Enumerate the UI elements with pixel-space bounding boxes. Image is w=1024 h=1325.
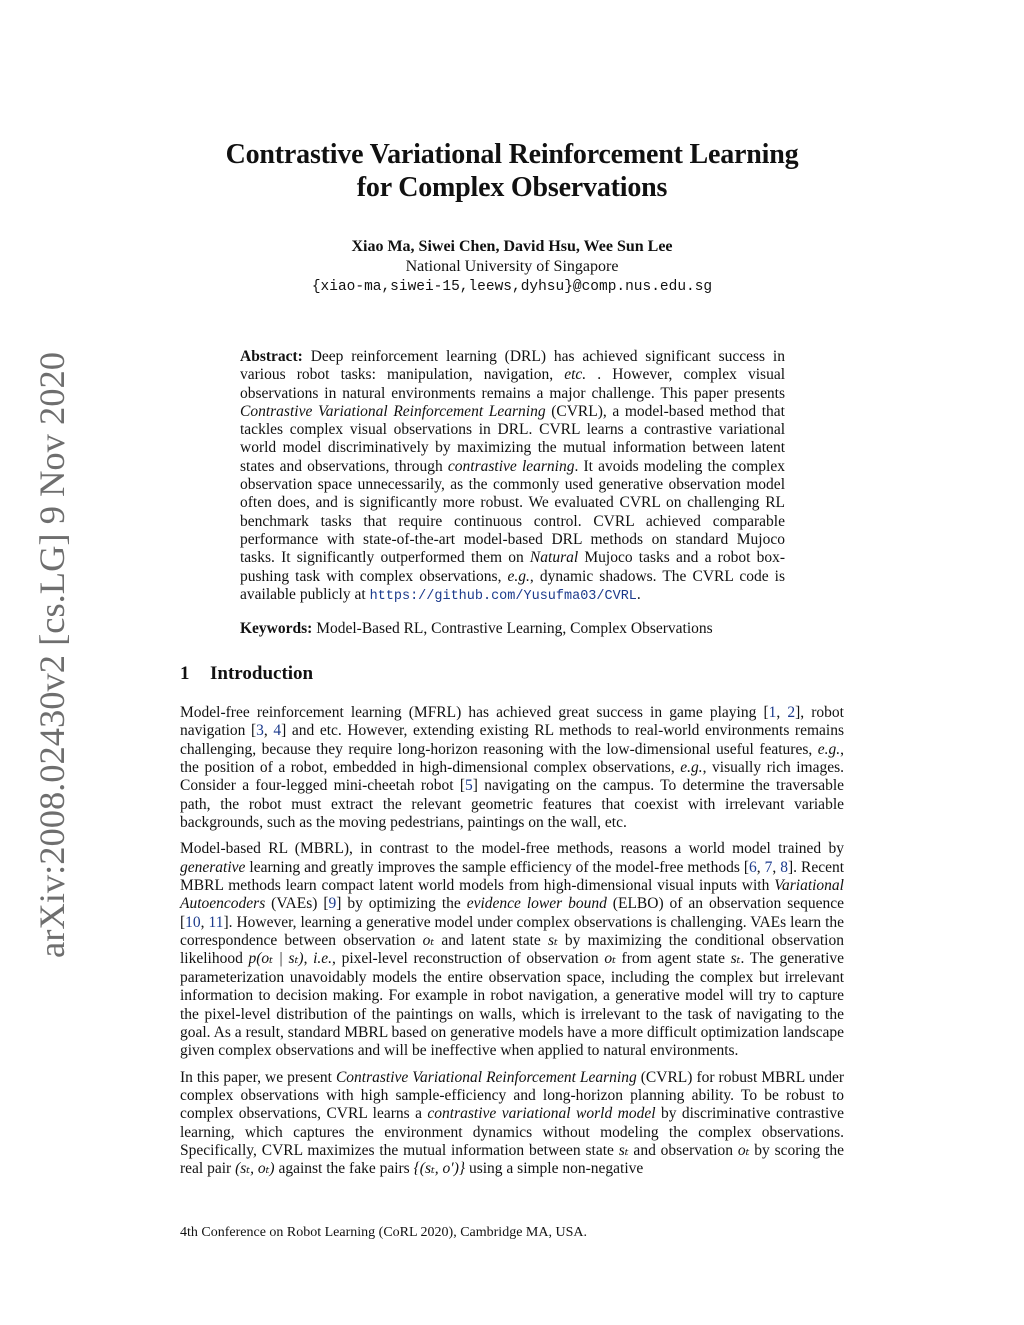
citation-link[interactable]: 11 xyxy=(208,913,224,931)
author-block xyxy=(130,237,894,297)
emphasis: evidence lower bound xyxy=(466,895,607,913)
citation-link[interactable]: 8 xyxy=(780,858,788,876)
abstract-text: Deep reinforcement learning (DRL) has achieved significant success in various robot tasks: manipulation, navigation, xyxy=(240,348,785,384)
math-inline: sₜ xyxy=(547,932,558,950)
text: against the fake pairs xyxy=(274,1160,414,1178)
abstract-emphasis: contrastive learning xyxy=(447,457,575,475)
text: learning and greatly improves the sample efficiency of the model-free methods [ xyxy=(245,858,750,876)
arxiv-identifier xyxy=(22,352,82,958)
text: . The generative parameterization unavoidably models the entire observation space, including the complex but irrelevant information to decision making. For example in robot navigation, a generative model will try to capture the pixel-level distribution of the paintings on walls, which is irrelevant to the task of navigating to the goal. As a result, standard MBRL based on generative models have a more difficult optimization landscape given complex observations and will be ineffective when applied to natural environments. xyxy=(180,950,845,1060)
emphasis: contrastive variational world model xyxy=(427,1105,656,1123)
citation-link[interactable]: 2 xyxy=(787,704,796,721)
abstract-emphasis: Contrastive Variational Reinforcement Learning xyxy=(240,402,546,420)
section-title: Introduction xyxy=(210,663,314,684)
citation-link[interactable]: 6 xyxy=(749,858,757,876)
text: ] navigating on the campus. To determine the traversable path, the robot must extract the relevant geometric features that coexist with irrelevant variable backgrounds, such as the moving pedestrians, paintings on the wall, etc. xyxy=(180,777,845,832)
keywords-label: Keywords: xyxy=(240,620,313,637)
abstract-emphasis: Natural xyxy=(529,549,579,567)
citation-link[interactable]: 7 xyxy=(764,858,773,876)
arxiv-identifier-text: arXiv:2008.02430v2 [cs.LG] 9 Nov 2020 xyxy=(32,360,72,958)
math-inline: oₜ xyxy=(422,932,435,950)
emphasis: Contrastive Variational Reinforcement Learning xyxy=(335,1068,637,1086)
text: , xyxy=(776,704,788,721)
citation-link[interactable]: 5 xyxy=(465,777,473,795)
text: Model-based RL (MBRL), in contrast to the model-free methods, reasons a world model trained by xyxy=(180,840,844,858)
citation-link[interactable]: 4 xyxy=(273,722,282,740)
math-inline: (sₜ, oₜ) xyxy=(235,1160,275,1178)
text: In this paper, we present xyxy=(180,1068,336,1086)
citation-link[interactable]: 3 xyxy=(256,722,264,740)
text: , the position of a robot, embedded in high-dimensional complex observations, xyxy=(180,740,844,777)
abstract-text: (CVRL), a model-based method that tackles complex visual observations in DRL. CVRL learns a contrastive variational world model discriminatively by maximizing the mutual information between latent states and observations, through xyxy=(240,402,785,475)
text: Model-free reinforcement learning (MFRL) has achieved great success in game playing [ xyxy=(180,704,769,721)
abstract xyxy=(240,348,785,606)
abstract-text: . However, complex visual observations in natural environments remains a major challenge. This paper presents xyxy=(240,366,786,402)
paper-title-line1: Contrastive Variational Reinforcement Learning xyxy=(225,139,799,170)
section-heading xyxy=(180,663,313,685)
math-inline: p(oₜ | sₜ) xyxy=(248,950,304,968)
citation-link[interactable]: 9 xyxy=(328,895,337,913)
paragraph-3 xyxy=(180,1069,844,1179)
text: and observation xyxy=(628,1141,738,1159)
author-email[interactable]: {xiao-ma,siwei-15,leews,dyhsu}@comp.nus.edu.sg xyxy=(311,279,713,295)
text: ] by optimizing the xyxy=(336,895,467,913)
text: from agent state xyxy=(615,950,731,968)
paragraph-1 xyxy=(180,704,844,832)
text: and latent state xyxy=(434,932,548,950)
math-inline: {(sₜ, o′)} xyxy=(413,1160,466,1178)
arxiv-identifier-svg xyxy=(22,352,82,958)
body-text xyxy=(180,704,844,1187)
citation-link[interactable]: 10 xyxy=(185,913,201,931)
paper-title xyxy=(130,138,894,204)
abstract-text: Mujoco tasks and a robot box-pushing task with complex observations, xyxy=(240,549,785,585)
text: , pixel-level reconstruction of observation xyxy=(332,950,605,968)
conference-footnote: 4th Conference on Robot Learning (CoRL 2020), Cambridge MA, USA. xyxy=(180,1225,587,1240)
author-affiliation: National University of Singapore xyxy=(405,258,619,275)
text: ]. However, learning a generative model under complex observations is challenging. VAEs learn the correspondence between observation xyxy=(180,913,845,950)
text: using a simple non-negative xyxy=(465,1160,644,1178)
text: ] and etc. However, extending existing RL methods to real-world environments remains challenging, because they require long-horizon reasoning with the low-dimensional useful features, xyxy=(180,722,844,758)
abstract-emphasis: e.g. xyxy=(507,567,530,585)
abstract-text: . xyxy=(636,585,641,603)
keywords-text: Model-Based RL, Contrastive Learning, Complex Observations xyxy=(312,620,713,637)
section-number: 1 xyxy=(180,663,190,684)
text: , xyxy=(303,950,314,968)
abstract-emphasis: etc. xyxy=(564,366,587,384)
text: by scoring the real pair xyxy=(180,1141,844,1178)
text: , xyxy=(756,858,765,876)
text: (CVRL) for robust MBRL under complex observations with high sample-efficiency and long-horizon planning ability. To be robust to complex observations, CVRL learns a xyxy=(180,1068,844,1123)
emphasis: Variational Autoencoders xyxy=(180,877,844,913)
text: by discriminative contrastive learning, which captures the environment dynamics without modeling the complex observations. Specifically, CVRL maximizes the mutual information between state xyxy=(180,1105,844,1159)
text: ], robot navigation [ xyxy=(180,704,844,740)
author-names: Xiao Ma, Siwei Chen, David Hsu, Wee Sun Lee xyxy=(351,238,673,255)
abstract-text: . It avoids modeling the complex observation space unnecessarily, as the commonly used generative observation model often does, and is significantly more robust. We evaluated CVRL on challenging RL benchmark tasks that require continuous control. CVRL achieved comparable performance with state-of-the-art model-based DRL methods on standard Mujoco tasks. It significantly outperformed them on xyxy=(240,457,785,567)
text: ]. Recent MBRL methods learn compact latent world models from high-dimensional visual inputs with xyxy=(180,858,845,895)
text: , xyxy=(263,722,274,740)
emphasis: generative xyxy=(180,858,246,876)
abstract-label: Abstract: xyxy=(240,348,303,365)
math-inline: oₜ xyxy=(737,1141,750,1159)
abstract-text: , dynamic shadows. The CVRL code is available publicly at xyxy=(240,567,785,603)
math-inline: oₜ xyxy=(604,950,616,968)
text: (VAEs) [ xyxy=(265,895,329,913)
math-inline: sₜ xyxy=(730,950,741,968)
paragraph-2 xyxy=(180,840,844,1060)
citation-link[interactable]: 1 xyxy=(768,704,777,721)
paper-title-line2: for Complex Observations xyxy=(356,172,668,203)
emphasis: i.e. xyxy=(313,950,333,968)
emphasis: e.g. xyxy=(680,759,703,777)
text: (ELBO) of an observation sequence [ xyxy=(180,895,844,931)
text: , visually rich images. Consider a four-legged mini-cheetah robot [ xyxy=(180,759,844,795)
text: , xyxy=(200,913,209,931)
emphasis: e.g. xyxy=(817,740,841,758)
code-url-link[interactable]: https://github.com/Yusufma03/CVRL xyxy=(369,588,637,604)
text: by maximizing the conditional observation likelihood xyxy=(180,932,844,968)
keywords xyxy=(240,620,785,638)
math-inline: sₜ xyxy=(618,1141,629,1159)
text: , xyxy=(772,858,781,876)
